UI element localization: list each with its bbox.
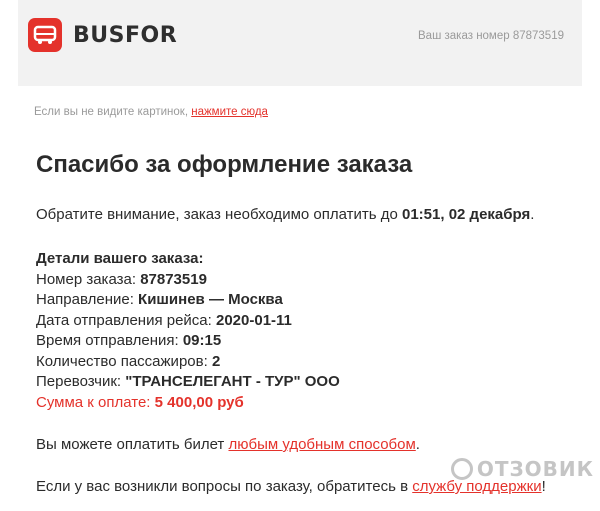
bus-icon — [28, 18, 62, 52]
order-number-row — [36, 270, 586, 291]
order-number-value: 87873519 — [140, 270, 207, 288]
passengers-value: 2 — [211, 352, 221, 370]
support-suffix: ! — [541, 478, 546, 495]
email-body — [36, 145, 586, 497]
time-value: 09:15 — [182, 332, 222, 349]
sum-value: 5 400,00 руб — [154, 393, 244, 411]
carrier-value: "ТРАНСЕЛЕГАНТ - ТУР" ООО — [125, 373, 340, 390]
notice-text: Обратите внимание, заказ необходимо оплатить до — [36, 206, 398, 223]
watermark-ring-icon — [451, 458, 473, 480]
order-number-header: Ваш заказ номер 87873519 — [418, 30, 564, 42]
page-title: Спасибо за оформление заказа — [36, 151, 413, 178]
support-text: Если у вас возникли вопросы по заказу, обратитесь в — [36, 478, 409, 495]
show-images-link[interactable]: нажмите сюда — [191, 106, 268, 118]
payment-info — [36, 435, 586, 455]
route-value: Кишинев — Москва — [138, 291, 283, 308]
passengers-label: Количество пассажиров: — [36, 352, 208, 370]
deadline-value: 01:51, 02 декабря — [402, 206, 531, 223]
time-label: Время отправления: — [36, 332, 179, 349]
carrier-row — [36, 372, 586, 393]
brand-name: BUSFOR — [73, 22, 178, 48]
payment-methods-link[interactable]: любым удобным способом — [228, 436, 416, 453]
carrier-label: Перевозчик: — [36, 373, 122, 390]
payment-text: Вы можете оплатить билет — [36, 436, 225, 453]
watermark-text: ОТЗОВИК — [476, 457, 594, 481]
date-row — [36, 311, 586, 332]
watermark — [451, 457, 594, 481]
details-heading: Детали вашего заказа: — [36, 250, 204, 267]
route-row — [36, 290, 586, 311]
passengers-row — [36, 352, 586, 373]
payment-suffix: . — [415, 436, 420, 453]
order-details — [36, 249, 586, 413]
email-header — [18, 0, 582, 86]
time-row — [36, 331, 586, 352]
busfor-logo[interactable] — [28, 18, 177, 52]
sum-row — [36, 393, 586, 414]
sum-label: Сумма к оплате: — [36, 393, 151, 411]
date-value: 2020-01-11 — [216, 311, 292, 329]
date-label: Дата отправления рейса: — [36, 311, 212, 329]
payment-deadline-notice: Обратите внимание, заказ необходимо оплатить до 01:51, 02 декабря. — [36, 206, 535, 223]
support-link[interactable]: службу поддержки — [412, 478, 542, 495]
order-number-label: Номер заказа: — [36, 270, 137, 288]
route-label: Направление: — [36, 291, 134, 308]
images-note — [34, 106, 268, 118]
images-note-text: Если вы не видите картинок, — [34, 106, 189, 118]
